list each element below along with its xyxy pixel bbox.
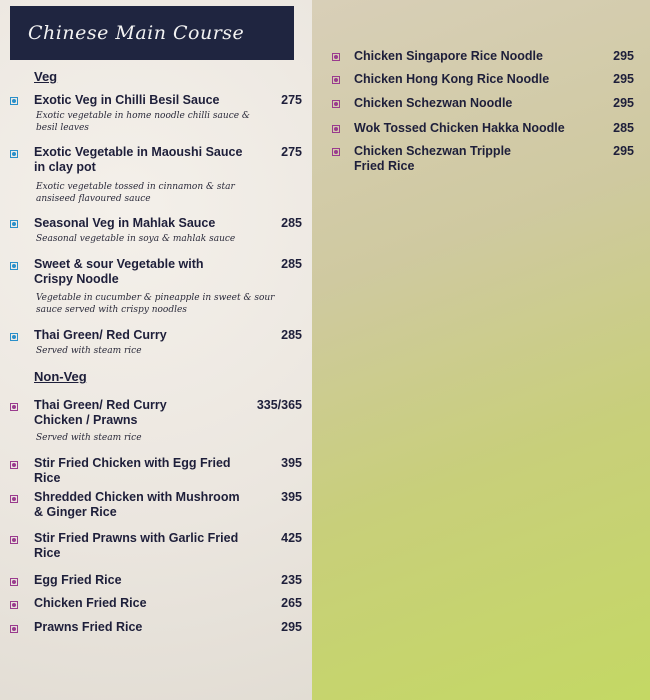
item-price: 265: [281, 596, 302, 610]
nonveg-marker-icon: [332, 148, 340, 156]
nonveg-marker-icon: [332, 53, 340, 61]
item-name: Stir Fried Chicken with Egg Fried Rice: [34, 456, 231, 485]
item-name: Sweet & sour Vegetable with Crispy Noodle: [34, 257, 204, 286]
item-name: Chicken Schezwan Noodle: [354, 96, 513, 110]
item-price: 295: [281, 620, 302, 634]
nonveg-marker-icon: [332, 100, 340, 108]
item-price: 395: [281, 456, 302, 470]
veg-marker-icon: [10, 220, 18, 228]
item-description: Exotic vegetable tossed in cinnamon & star ansiseed flavoured sauce: [36, 182, 235, 204]
item-price: 425: [281, 531, 302, 545]
item-name: Chicken Schezwan Tripple Fried Rice: [354, 144, 511, 173]
item-price: 275: [281, 145, 302, 159]
item-name: Stir Fried Prawns with Garlic Fried Rice: [34, 531, 239, 560]
item-price: 285: [281, 328, 302, 342]
nonveg-marker-icon: [10, 578, 18, 586]
item-price: 275: [281, 93, 302, 107]
nonveg-marker-icon: [10, 625, 18, 633]
veg-marker-icon: [10, 333, 18, 341]
item-name: Thai Green/ Red Curry Chicken / Prawns: [34, 398, 167, 427]
nonveg-marker-icon: [10, 403, 18, 411]
item-price: 295: [613, 49, 634, 63]
veg-marker-icon: [10, 97, 18, 105]
item-price: 295: [613, 72, 634, 86]
item-price: 285: [281, 257, 302, 271]
item-name: Shredded Chicken with Mushroom & Ginger Rice: [34, 490, 240, 519]
item-price: 395: [281, 490, 302, 504]
item-description: Served with steam rice: [36, 346, 142, 356]
item-name: Chicken Singapore Rice Noodle: [354, 49, 543, 63]
nonveg-marker-icon: [10, 461, 18, 469]
item-name: Seasonal Veg in Mahlak Sauce: [34, 216, 216, 230]
item-price: 335/365: [256, 398, 302, 412]
item-name: Chicken Fried Rice: [34, 596, 147, 610]
item-name: Chicken Hong Kong Rice Noodle: [354, 72, 550, 86]
item-price: 285: [281, 216, 302, 230]
item-name: Egg Fried Rice: [34, 573, 122, 587]
nonveg-marker-icon: [10, 495, 18, 503]
item-price: 285: [613, 121, 634, 135]
veg-marker-icon: [10, 150, 18, 158]
nonveg-section-label: Non-Veg: [34, 369, 87, 384]
nonveg-marker-icon: [332, 125, 340, 133]
veg-section-label: Veg: [34, 69, 58, 84]
item-name: Prawns Fried Rice: [34, 620, 143, 634]
menu-title: Chinese Main Course: [10, 6, 294, 60]
item-description: Served with steam rice: [36, 433, 142, 443]
item-description: Exotic vegetable in home noodle chilli sauce & besil leaves: [36, 111, 250, 133]
veg-marker-icon: [10, 262, 18, 270]
item-name: Thai Green/ Red Curry: [34, 328, 167, 342]
item-description: Seasonal vegetable in soya & mahlak sauce: [36, 234, 236, 244]
nonveg-marker-icon: [332, 76, 340, 84]
item-price: 295: [613, 96, 634, 110]
item-name: Exotic Vegetable in Maoushi Sauce in clay pot: [34, 145, 243, 174]
item-price: 295: [613, 144, 634, 158]
item-price: 235: [281, 573, 302, 587]
nonveg-marker-icon: [10, 536, 18, 544]
item-name: Wok Tossed Chicken Hakka Noodle: [354, 121, 565, 135]
nonveg-marker-icon: [10, 601, 18, 609]
item-name: Exotic Veg in Chilli Besil Sauce: [34, 93, 220, 107]
left-menu-panel: [0, 0, 312, 700]
item-description: Vegetable in cucumber & pineapple in sweet & sour sauce served with crispy noodles: [36, 293, 275, 315]
right-menu-panel: [312, 0, 650, 700]
